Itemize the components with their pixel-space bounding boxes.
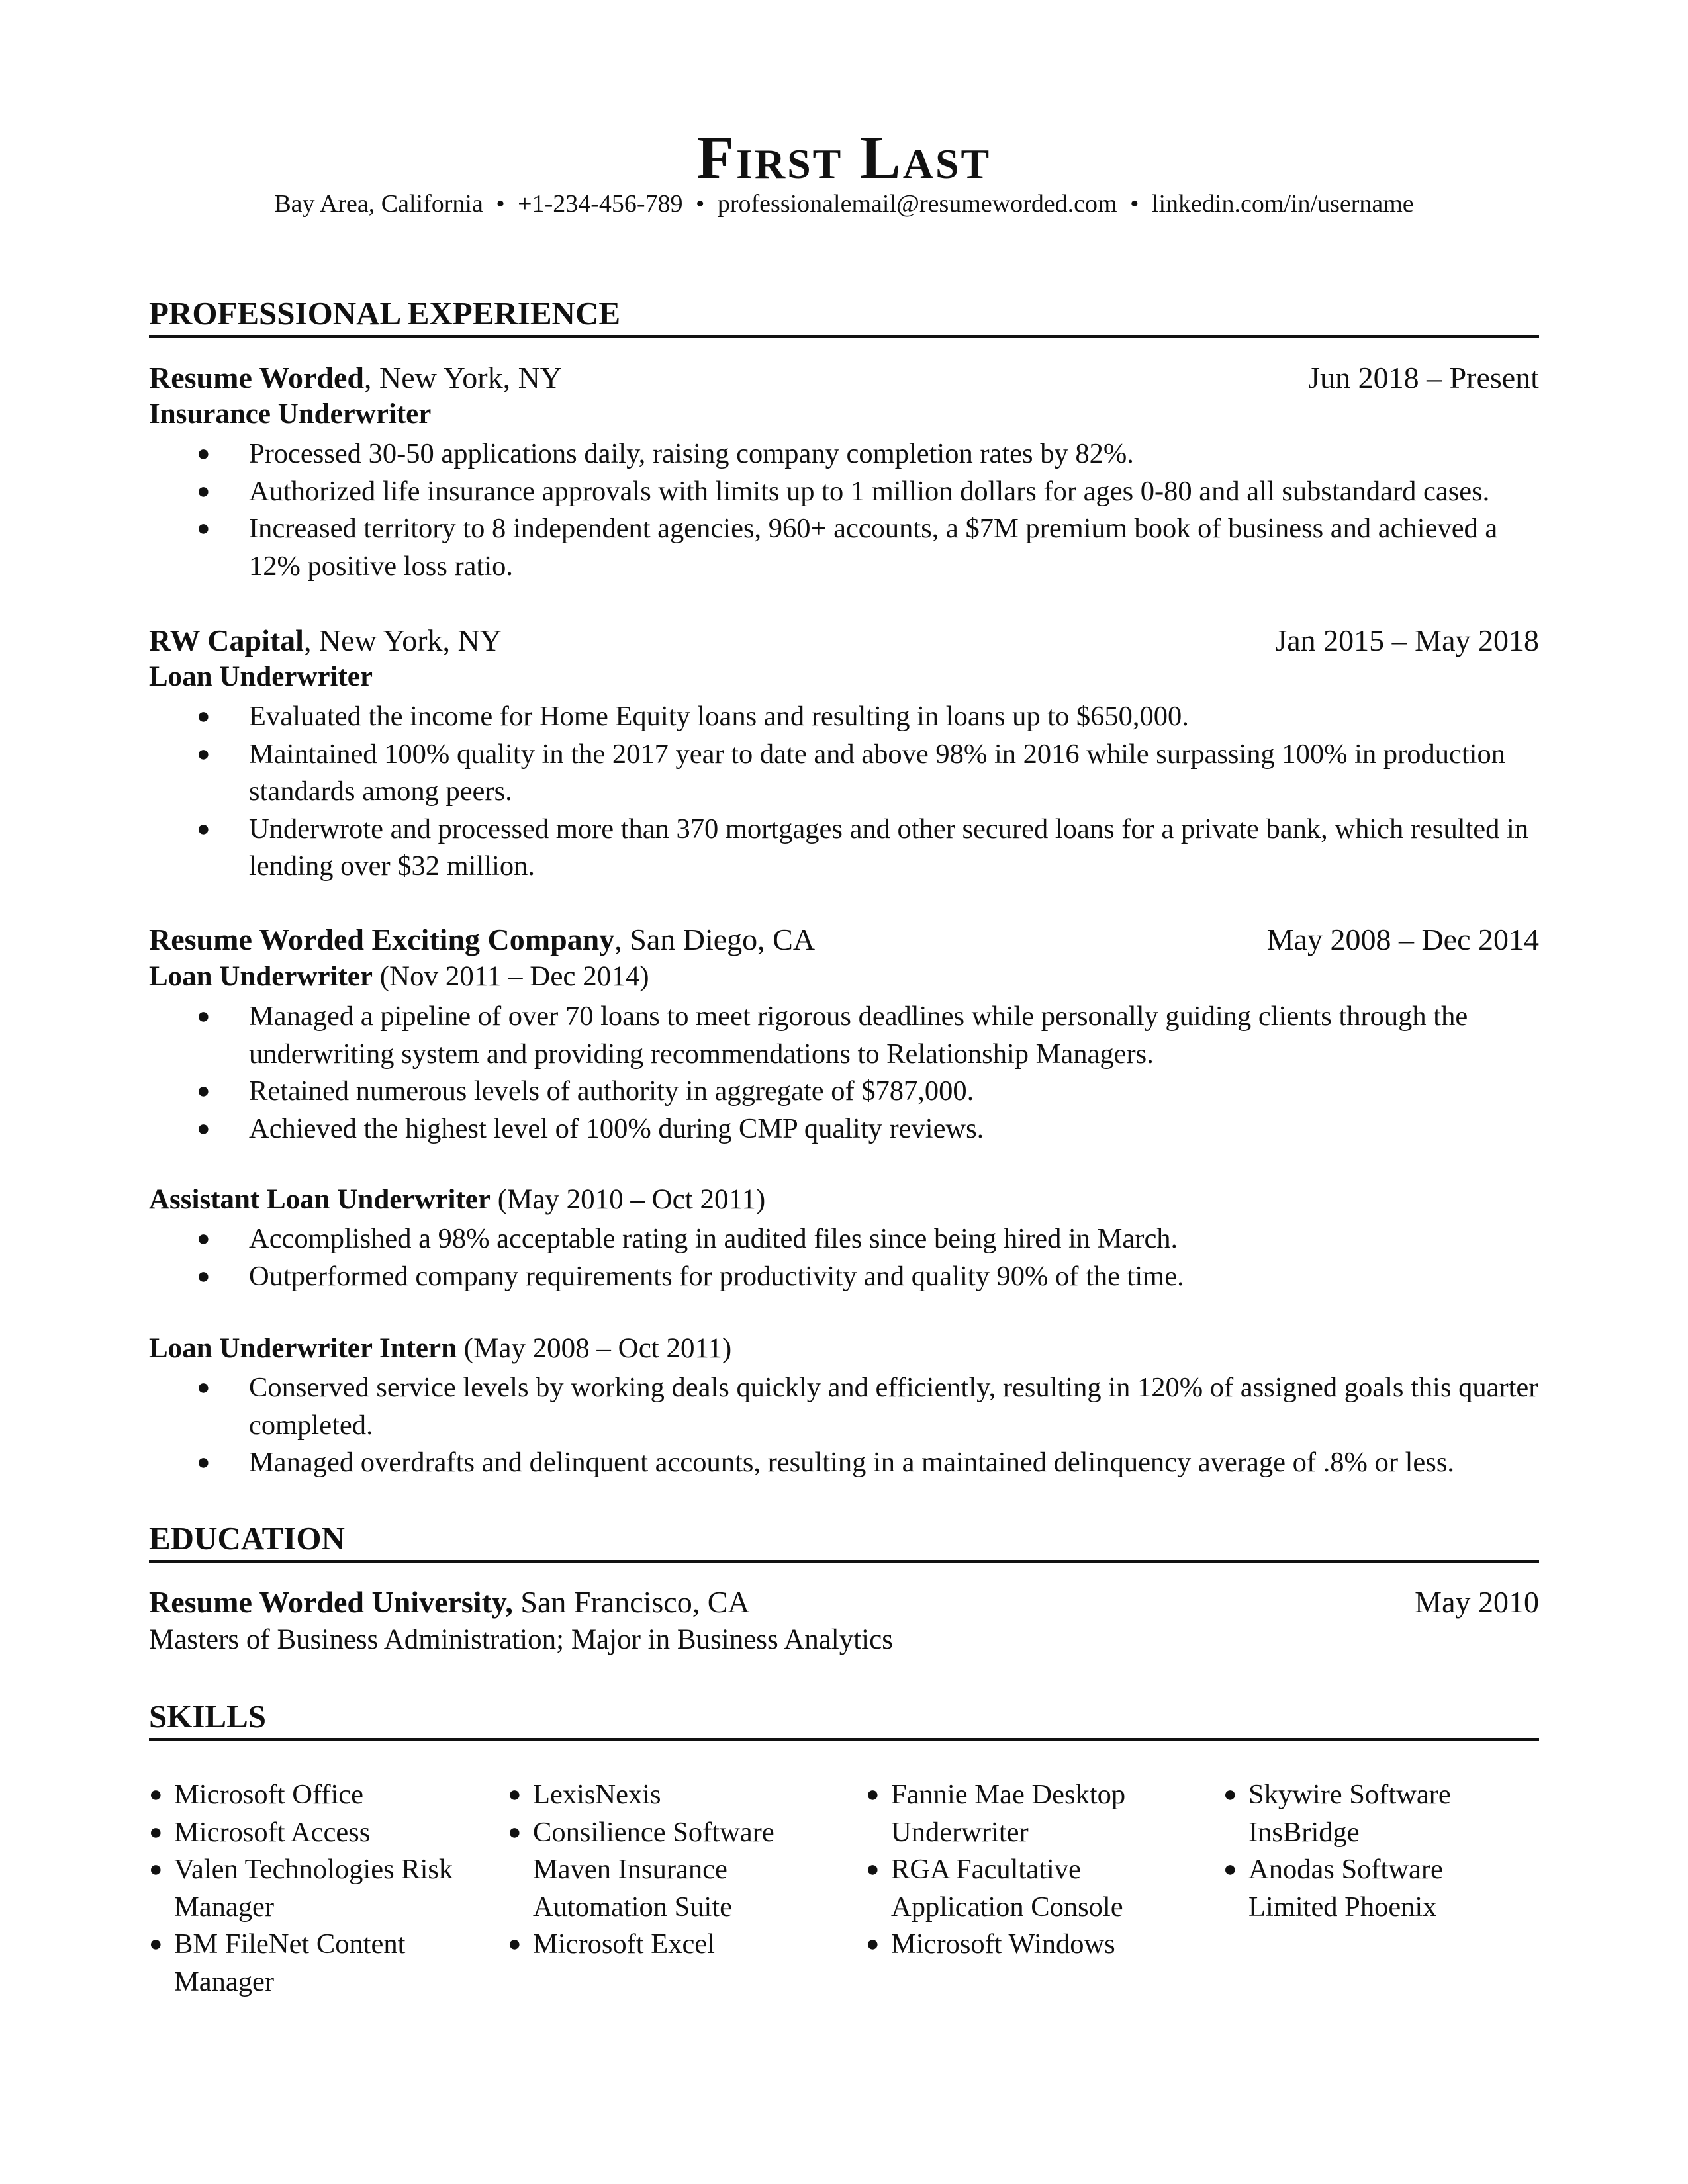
list-item: ● BM FileNet Content Manager: [149, 1926, 493, 2001]
experience-heading: PROFESSIONAL EXPERIENCE: [149, 295, 1539, 338]
role-title-line: [149, 958, 1539, 995]
bullet-icon: ●: [197, 1004, 211, 1028]
list-item: ● Managed a pipeline of over 70 loans to meet rigorous deadlines while personally guiding clients through the underwriting system and providing recommendations to Relationship Managers.: [149, 998, 1539, 1073]
bullet-list: [149, 435, 1539, 585]
job-header: [149, 622, 1539, 659]
bullet-icon: ●: [149, 1857, 163, 1882]
bullet-icon: ●: [197, 1450, 211, 1475]
bullet-list: [149, 998, 1539, 1148]
bullet-list: [149, 698, 1539, 886]
company-name: RW Capital: [149, 623, 304, 657]
skills-column: [1223, 1776, 1534, 1926]
education-header: [149, 1584, 1539, 1621]
location-text: Bay Area, California: [274, 190, 483, 218]
list-item: ● Authorized life insurance approvals with limits up to 1 million dollars for ages 0-80 and all substandard cases.: [149, 473, 1539, 511]
list-item: ● RGA Facultative Application Console: [866, 1851, 1210, 1926]
skills-column: [508, 1776, 852, 1964]
role-period: (May 2008 – Oct 2011): [457, 1333, 732, 1364]
bullet-icon: ●: [197, 816, 211, 841]
skills-heading: SKILLS: [149, 1698, 1539, 1741]
bullet-icon: ●: [1223, 1782, 1237, 1807]
list-item: ● Maintained 100% quality in the 2017 year to date and above 98% in 2016 while surpassing 100% in production standards among peers.: [149, 736, 1539, 811]
role-title: Loan Underwriter: [149, 661, 373, 692]
bullet-icon: ●: [866, 1857, 880, 1882]
bullet-icon: ●: [197, 1226, 211, 1251]
bullet-icon: ●: [197, 441, 211, 466]
bullet-icon: ●: [197, 1375, 211, 1400]
job-header: [149, 359, 1539, 396]
list-item: ● Valen Technologies Risk Manager: [149, 1851, 493, 1926]
bullet-icon: ●: [149, 1782, 163, 1807]
job-dates: May 2008 – Dec 2014: [1266, 923, 1539, 956]
education-heading: EDUCATION: [149, 1520, 1539, 1563]
candidate-name: First Last: [696, 124, 992, 191]
bullet-icon: ●: [149, 1932, 163, 1956]
bullet-icon: ●: [508, 1819, 522, 1844]
list-item: ● Microsoft Access: [149, 1814, 493, 1852]
bullet-icon: ●: [197, 478, 211, 504]
email-link[interactable]: professionalemail@resumeworded.com: [717, 190, 1117, 218]
role-title-line: [149, 1330, 1539, 1367]
list-item: ● Skywire Software InsBridge: [1223, 1776, 1534, 1851]
list-item: ● Retained numerous levels of authority in aggregate of $787,000.: [149, 1073, 1539, 1111]
bullet-icon: ●: [1223, 1857, 1237, 1882]
list-item: ● Evaluated the income for Home Equity loans and resulting in loans up to $650,000.: [149, 698, 1539, 736]
bullet-icon: ●: [197, 1116, 211, 1141]
school-name: Resume Worded University,: [149, 1585, 513, 1619]
list-item: ● Microsoft Excel: [508, 1926, 852, 1964]
list-item: ● Managed overdrafts and delinquent accounts, resulting in a maintained delinquency average of .8% or less.: [149, 1444, 1539, 1482]
list-item: ● Achieved the highest level of 100% during CMP quality reviews.: [149, 1111, 1539, 1148]
bullet-icon: ●: [508, 1782, 522, 1807]
list-item: ● Increased territory to 8 independent agencies, 960+ accounts, a $7M premium book of business and achieved a 12% positive loss ratio.: [149, 510, 1539, 585]
bullet-list: [149, 1369, 1539, 1482]
list-item: ● LexisNexis: [508, 1776, 852, 1814]
company-name: Resume Worded Exciting Company: [149, 923, 615, 956]
list-item: ● Processed 30-50 applications daily, raising company completion rates by 82%.: [149, 435, 1539, 473]
list-item: ● Fannie Mae Desktop Underwriter: [866, 1776, 1210, 1851]
list-item: ● Conserved service levels by working deals quickly and efficiently, resulting in 120% of assigned goals this quarter completed.: [149, 1369, 1539, 1444]
bullet-icon: ●: [149, 1819, 163, 1844]
graduation-date: May 2010: [1415, 1585, 1539, 1619]
separator: •: [496, 190, 505, 218]
bullet-icon: ●: [866, 1782, 880, 1807]
phone-text: +1-234-456-789: [518, 190, 683, 218]
bullet-icon: ●: [866, 1932, 880, 1956]
role-title: Loan Underwriter: [149, 961, 373, 992]
bullet-icon: ●: [197, 704, 211, 729]
role-title: Insurance Underwriter: [149, 398, 432, 430]
list-item: ● Microsoft Office: [149, 1776, 493, 1814]
company-location: , San Diego, CA: [614, 923, 816, 956]
job-dates: Jan 2015 – May 2018: [1275, 623, 1539, 657]
company-location: , New York, NY: [364, 361, 563, 394]
role-title-line: [149, 1181, 1539, 1218]
school-location: San Francisco, CA: [512, 1585, 750, 1619]
list-item: ● Underwrote and processed more than 370 mortgages and other secured loans for a private bank, which resulted in lending over $32 million.: [149, 811, 1539, 886]
company-location: , New York, NY: [303, 623, 502, 657]
bullet-list: [149, 1220, 1539, 1295]
skills-column: [149, 1776, 493, 2001]
bullet-icon: ●: [197, 1263, 211, 1289]
role-title-line: [149, 659, 1539, 696]
degree-line: Masters of Business Administration; Major in Business Analytics: [149, 1624, 893, 1655]
bullet-icon: ●: [197, 741, 211, 766]
job-dates: Jun 2018 – Present: [1308, 361, 1539, 394]
list-item: ● Microsoft Windows: [866, 1926, 1210, 1964]
role-title-line: [149, 396, 1539, 433]
bullet-icon: ●: [197, 1079, 211, 1103]
job-header: [149, 921, 1539, 958]
skills-column: [866, 1776, 1210, 1964]
list-item: ● Accomplished a 98% acceptable rating in audited files since being hired in March.: [149, 1220, 1539, 1258]
list-item: ● Outperformed company requirements for productivity and quality 90% of the time.: [149, 1258, 1539, 1296]
list-item: ● Anodas Software Limited Phoenix: [1223, 1851, 1534, 1926]
role-period: (May 2010 – Oct 2011): [490, 1184, 766, 1215]
bullet-icon: ●: [197, 516, 211, 541]
role-title: Assistant Loan Underwriter: [149, 1184, 491, 1215]
linkedin-link[interactable]: linkedin.com/in/username: [1151, 190, 1414, 218]
company-name: Resume Worded: [149, 361, 364, 394]
separator: •: [696, 190, 705, 218]
list-item: ● Consilience Software Maven Insurance Automation Suite: [508, 1814, 852, 1927]
contact-line: [149, 188, 1539, 220]
role-title: Loan Underwriter Intern: [149, 1333, 457, 1364]
role-period: (Nov 2011 – Dec 2014): [372, 961, 649, 992]
separator: •: [1130, 190, 1139, 218]
bullet-icon: ●: [508, 1932, 522, 1956]
